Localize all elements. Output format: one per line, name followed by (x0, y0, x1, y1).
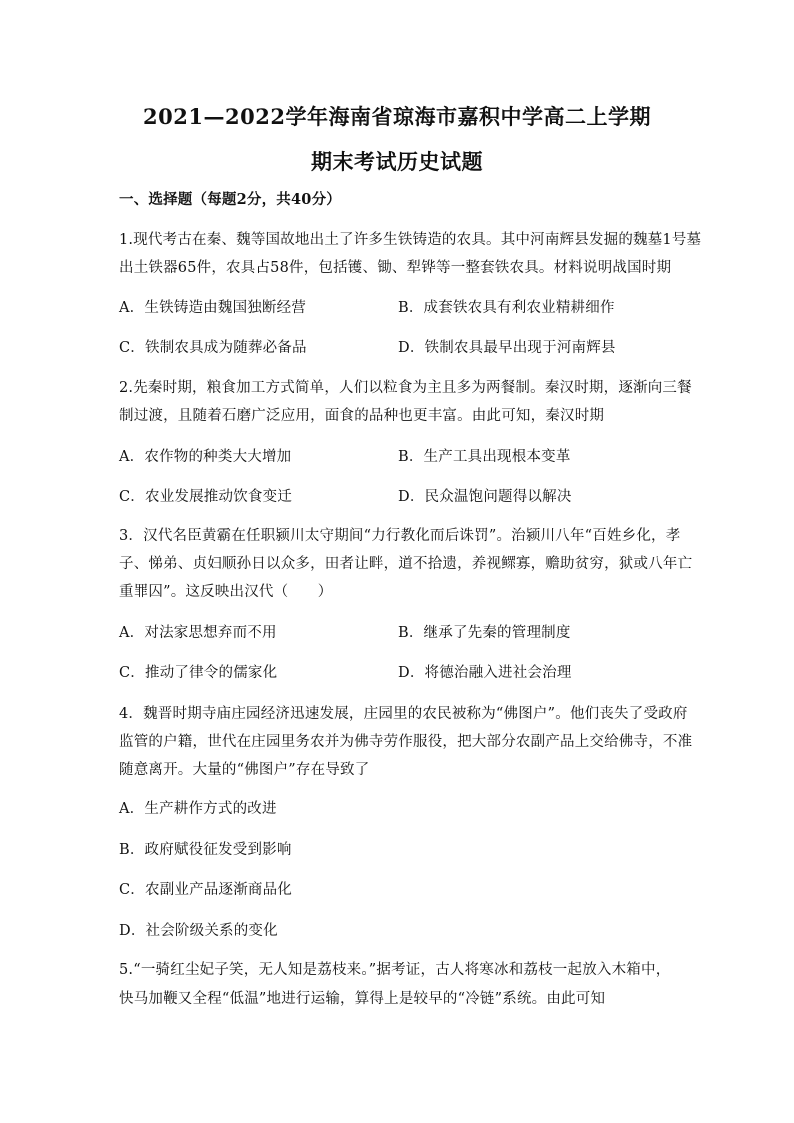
question-3-stem-line-1: 3．汉代名臣黄霸在任职颍川太守期间“力行教化而后诛罚”。治颍川八年“百姓乡化，孝 (119, 528, 681, 544)
question-4-stem-line-3: 随意离开。大量的“佛图户”存在导致了 (119, 762, 370, 778)
question-4-stem-line-1: 4．魏晋时期寺庙庄园经济迅速发展，庄园里的农民被称为“佛图户”。他们丧失了受政府 (119, 706, 688, 722)
question-3-option-b: B．继承了先秦的管理制度 (398, 625, 571, 641)
question-4-option-d: D．社会阶级关系的变化 (119, 923, 278, 939)
question-1-stem-line-1: 1.现代考古在秦、魏等国故地出土了许多生铁铸造的农具。其中河南辉县发掘的魏墓1号墓 (119, 232, 702, 248)
question-1-option-c: C．铁制农具成为随葬必备品 (119, 340, 307, 356)
question-2-option-a: A．农作物的种类大大增加 (119, 449, 292, 465)
question-4-option-a: A．生产耕作方式的改进 (119, 801, 277, 817)
question-3-option-c: C．推动了律令的儒家化 (119, 665, 278, 681)
question-2-option-b: B．生产工具出现根本变革 (398, 449, 571, 465)
exam-subtitle: 期末考试历史试题 (311, 149, 483, 174)
section-heading: 一、选择题（每题2分，共40分） (119, 191, 341, 208)
question-4-option-b: B．政府赋役征发受到影响 (119, 842, 292, 858)
question-1-option-b: B．成套铁农具有利农业精耕细作 (398, 300, 615, 316)
question-3-stem-line-2: 子、悌弟、贞妇顺孙日以众多，田者让畔，道不拾遗，养视鳏寡，赡助贫穷，狱或八年亡 (119, 556, 693, 572)
exam-title: 2021—2022学年海南省琼海市嘉积中学高二上学期 (143, 104, 651, 129)
question-4-option-c: C．农副业产品逐渐商品化 (119, 882, 292, 898)
question-5-stem-line-1: 5.“一骑红尘妃子笑，无人知是荔枝来。”据考证，古人将寒冰和荔枝一起放入木箱中， (119, 962, 671, 978)
question-2-stem-line-1: 2.先秦时期，粮食加工方式简单，人们以粒食为主且多为两餐制。秦汉时期，逐渐向三餐 (119, 380, 692, 396)
question-2-stem-line-2: 制过渡，且随着石磨广泛应用，面食的品种也更丰富。由此可知，秦汉时期 (119, 408, 605, 424)
question-1-option-d: D．铁制农具最早出现于河南辉县 (398, 340, 616, 356)
question-1-option-a: A．生铁铸造由魏国独断经营 (119, 300, 307, 316)
question-5-stem-line-2: 快马加鞭又全程“低温”地进行运输，算得上是较早的“冷链”系统。由此可知 (119, 991, 606, 1007)
question-3-option-d: D．将德治融入进社会治理 (398, 665, 572, 681)
question-1-stem-line-2: 出土铁器65件，农具占58件，包括镬、锄、犁铧等一整套铁农具。材料说明战国时期 (119, 260, 672, 276)
question-3-option-a: A．对法家思想弃而不用 (119, 625, 277, 641)
question-2-option-c: C．农业发展推动饮食变迁 (119, 489, 292, 505)
question-4-stem-line-2: 监管的户籍，世代在庄园里务农并为佛寺劳作服役，把大部分农副产品上交给佛寺，不准 (119, 734, 693, 750)
question-2-option-d: D．民众温饱问题得以解决 (398, 489, 572, 505)
question-3-stem-line-3: 重罪囚”。这反映出汉代（ ） (119, 584, 333, 600)
